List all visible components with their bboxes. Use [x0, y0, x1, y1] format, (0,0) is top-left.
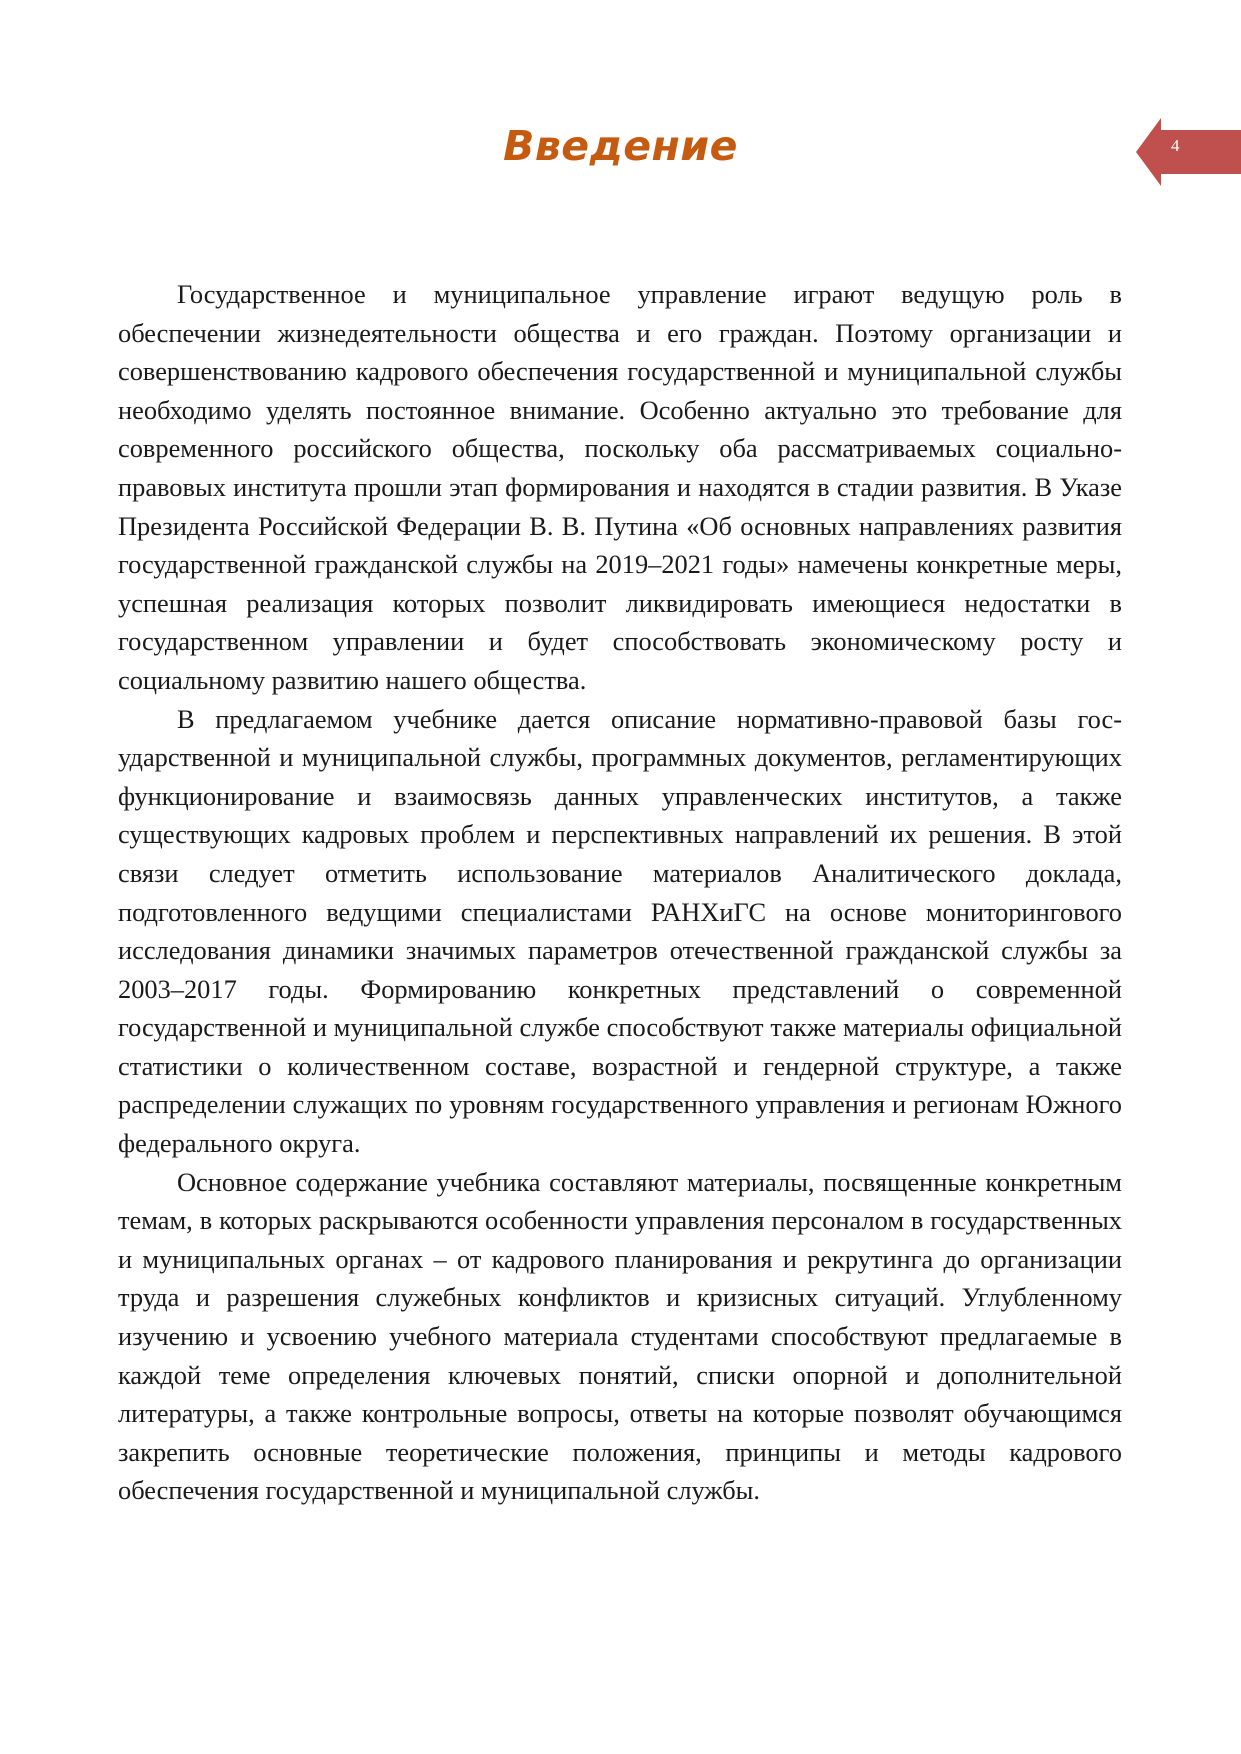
body-text [118, 275, 1122, 1510]
page-title: Введение [503, 122, 738, 170]
paragraph: В предлагаемом учебнике дается описание нормативно-правовой базы государственной и муниципальной службы, программных документов, регламентирующих функционирование и взаимосвязь данных управленческих институтов, а также существующих кадровых проблем и перспективных направлений их решения. В этой связи следует отметить использование материалов Аналитического доклада, подготовленного ведущими специалистами РАНХиГС на основе мониторингового исследования динамики значимых параметров отечественной гражданской службы за 2003–2017 годы. Формированию конкретных представлений о современной государственной и муниципальной службе способствуют также материалы официальной статистики о количественном составе, возрастной и гендерной структуре, а также распределении служащих по уровням государственного управления и регионам Южного федерального округа. [118, 703, 1122, 1159]
paragraph: Государственное и муниципальное управление играют ведущую роль в обеспечении жизнедеятельности общества и его граждан. Поэтому организации и совершенствованию кадрового обеспечения государственной и муниципальной службы необходимо уделять постоянное внимание. Особенно актуально это требование для современного российского общества, поскольку оба рассматриваемых социально-правовых института прошли этап формирования и находятся в стадии развития. В Указе Президента Российской Федерации В. В. Путина «Об основных направлениях развития государственной гражданской службы на 2019–2021 годы» намечены конкретные меры, успешная реализация которых позволит ликвидировать имеющиеся недостатки в государственном управлении и будет способствовать экономическому росту и социальному развитию нашего общества. [118, 279, 1122, 695]
page-number: 4 [1171, 136, 1180, 155]
paragraph: Основное содержание учебника составляют материалы, посвященные конкретным темам, в которых раскрываются особенности управления персоналом в государственных и муниципальных органах – от кадрового планирования и рекрутинга до организации труда и разрешения служебных конфликтов и кризисных ситуаций. Углубленному изучению и усвоению учебного материала студентами способствуют предлагаемые в каждой теме определения ключевых понятий, списки опорной и дополнительной литературы, а также контрольные вопросы, ответы на которые позволят обучающимся закрепить основные теоретические положения, принципы и методы кадрового обеспечения государственной и муниципальной службы. [118, 1166, 1122, 1506]
